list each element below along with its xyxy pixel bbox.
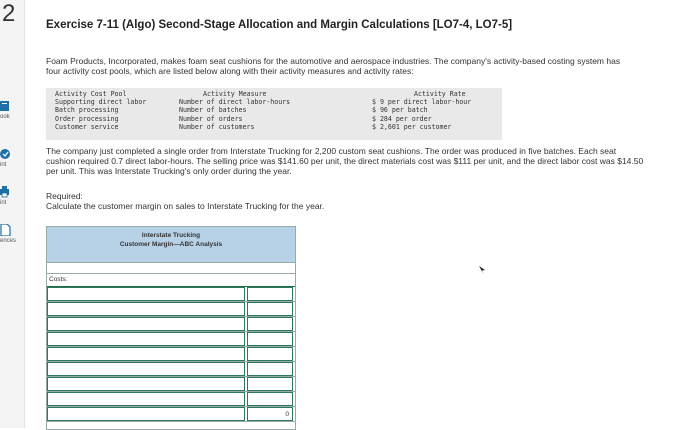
answer-header-subtitle: Customer Margin—ABC Analysis — [119, 241, 223, 248]
total-row — [47, 407, 295, 422]
cost-row — [47, 287, 295, 302]
activity-pool-cell: Supporting direct labor — [55, 98, 147, 107]
activity-pool-header: Activity Cost Pool — [55, 90, 127, 98]
cost-label-input[interactable] — [47, 362, 245, 376]
cost-row — [47, 392, 295, 407]
print-icon[interactable] — [0, 186, 12, 198]
activity-measure-cell: Number of batches — [179, 106, 247, 115]
activity-rate-cell: $ 2,601 per customer — [372, 122, 452, 131]
answer-table-header — [47, 227, 295, 263]
cost-amount-input[interactable] — [247, 332, 293, 346]
cost-label-input[interactable] — [47, 377, 245, 391]
activity-measure-cell: Number of customers — [179, 122, 255, 131]
activity-rate-column — [372, 90, 471, 131]
mouse-cursor-icon — [479, 266, 485, 274]
required-text: Calculate the customer margin on sales to Interstate Trucking for the year. — [46, 201, 325, 211]
intro-text: Foam Products, Incorporated, makes foam seat cushions for the automotive and aerospace industries. The company's activity-based costing system has four activity cost pools, which are listed below along with their activity measures and activity rates: — [46, 56, 621, 76]
sidebar-label-hint: int — [0, 162, 7, 168]
costs-label: Costs: — [49, 276, 68, 283]
activity-rate-cell: $ 284 per order — [372, 114, 432, 123]
cost-row — [47, 332, 295, 347]
sidebar-label-ebook: ook — [0, 114, 10, 120]
activity-pool-cell: Batch processing — [55, 106, 119, 115]
exercise-title: Exercise 7-11 (Algo) Second-Stage Allocation and Margin Calculations [LO7-4, LO7-5] — [46, 19, 513, 31]
cost-label-input[interactable] — [47, 392, 245, 406]
total-label-input[interactable] — [47, 407, 245, 421]
activity-rate-table — [46, 88, 502, 140]
question-number[interactable]: 2 — [2, 0, 16, 27]
answer-blank-row — [47, 263, 295, 274]
cost-row — [47, 377, 295, 392]
activity-rate-header: Activity Rate — [414, 90, 466, 98]
book-icon[interactable] — [0, 100, 12, 112]
cost-row — [47, 317, 295, 332]
activity-pool-cell: Customer service — [55, 122, 119, 131]
cost-amount-input[interactable] — [247, 317, 293, 331]
customer-margin-answer-table — [46, 226, 296, 430]
order-details-text: The company just completed a single order from Interstate Trucking for 2,200 custom seat cushions. The order was produced in five batches. Each seat cushion required 0.7 direct labor-hours. The selling price was $141.60 per unit, the direct materials cost was $111 per unit, and the direct labor cost was $14.50 per unit. This was Interstate Trucking's only order during the year. — [46, 146, 644, 176]
activity-measure-cell: Number of direct labor-hours — [179, 98, 291, 107]
cost-label-input[interactable] — [47, 287, 245, 301]
total-amount-input[interactable]: 0 — [247, 407, 293, 421]
cost-label-input[interactable] — [47, 302, 245, 316]
sidebar-label-references: ences — [0, 238, 17, 244]
cost-amount-input[interactable] — [247, 302, 293, 316]
answer-header-company: Interstate Trucking — [141, 232, 201, 239]
cost-row — [47, 362, 295, 377]
hint-icon[interactable] — [0, 148, 12, 160]
required-label: Required: — [46, 191, 83, 201]
cost-amount-input[interactable] — [247, 362, 293, 376]
cost-row — [47, 347, 295, 362]
activity-measure-cell: Number of orders — [179, 114, 243, 123]
cost-amount-input[interactable] — [247, 377, 293, 391]
activity-rate-cell: $ 96 per batch — [372, 106, 428, 115]
activity-rate-cell: $ 9 per direct labor-hour — [372, 98, 472, 107]
cost-amount-input[interactable] — [247, 287, 293, 301]
cost-amount-input[interactable] — [247, 347, 293, 361]
activity-measure-column — [179, 90, 290, 131]
sidebar-label-print: int — [0, 200, 7, 206]
references-icon[interactable] — [0, 224, 12, 236]
costs-label-row — [47, 274, 295, 287]
activity-pool-cell: Order processing — [55, 114, 119, 123]
cost-label-input[interactable] — [47, 347, 245, 361]
cost-row — [47, 302, 295, 317]
cost-label-input[interactable] — [47, 317, 245, 331]
activity-measure-header: Activity Measure — [203, 90, 267, 98]
cost-label-input[interactable] — [47, 332, 245, 346]
activity-pool-column — [55, 90, 146, 131]
cost-amount-input[interactable] — [247, 392, 293, 406]
left-sidebar — [0, 0, 25, 428]
